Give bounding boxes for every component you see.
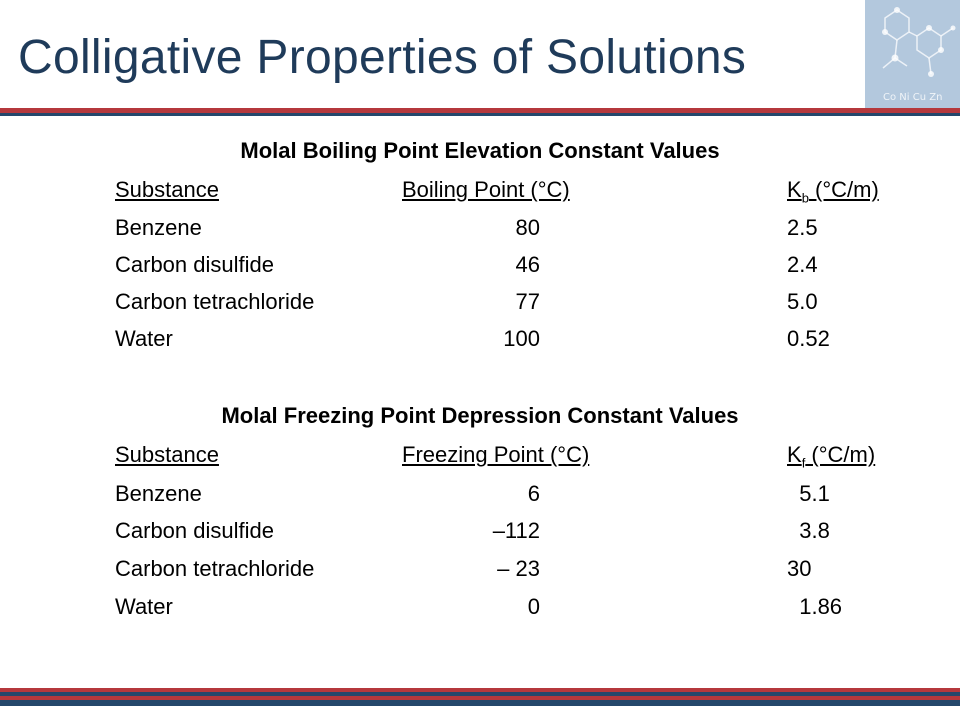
table-row — [0, 481, 960, 511]
kf-value: 3.8 — [787, 518, 830, 543]
slide-title: Colligative Properties of Solutions — [18, 31, 747, 84]
boiling-col-k: $K_b$ (°C/m) — [787, 177, 879, 206]
table-row — [0, 518, 960, 548]
table-row — [0, 594, 960, 624]
substance-name: Carbon disulfide — [115, 518, 274, 543]
table-row — [0, 252, 960, 282]
freezing-col-substance: Substance — [115, 442, 219, 467]
freezing-point-value: –112 — [492, 518, 540, 543]
table-row — [0, 556, 960, 586]
kf-value: 30 — [787, 556, 812, 581]
substance-name: Benzene — [115, 481, 202, 506]
substance-name: Benzene — [115, 215, 202, 240]
molecule-decoration — [865, 0, 960, 108]
freezing-point-value: 6 — [527, 481, 540, 506]
footer-stripe — [0, 700, 960, 706]
boiling-heading: Molal Boiling Point Elevation Constant Values — [240, 138, 720, 163]
table-row — [0, 289, 960, 319]
boiling-point-value: 77 — [515, 289, 540, 314]
substance-name: Water — [115, 594, 173, 619]
substance-name: Carbon disulfide — [115, 252, 274, 277]
freezing-point-value: 0 — [527, 594, 540, 619]
boiling-header-row — [0, 177, 960, 207]
substance-name: Carbon tetrachloride — [115, 289, 315, 314]
molecule-icon — [865, 0, 960, 108]
boiling-point-value: 80 — [515, 215, 540, 240]
freezing-header-row — [0, 442, 960, 472]
kf-value: 5.1 — [787, 481, 830, 506]
title-divider-blue — [0, 113, 960, 116]
kb-value: 0.52 — [787, 326, 830, 351]
boiling-col-point: Boiling Point (°C) — [402, 177, 570, 202]
substance-name: Carbon tetrachloride — [115, 556, 315, 581]
freezing-col-point: Freezing Point (°C) — [402, 442, 590, 467]
freezing-col-k: $K_f$ (°C/m) — [787, 442, 876, 471]
table-row — [0, 215, 960, 245]
freezing-point-value: – 23 — [497, 556, 540, 581]
boiling-point-value: 46 — [515, 252, 540, 277]
kb-value: 2.4 — [787, 252, 818, 277]
table-row — [0, 326, 960, 356]
kf-value: 1.86 — [787, 594, 843, 619]
substance-name: Water — [115, 326, 173, 351]
corner-text: Co Ni Cu Zn — [883, 92, 943, 103]
freezing-heading: Molal Freezing Point Depression Constant Values — [221, 403, 739, 428]
kb-value: 2.5 — [787, 215, 818, 240]
boiling-col-substance: Substance — [115, 177, 219, 202]
boiling-point-value: 100 — [503, 326, 540, 351]
kb-value: 5.0 — [787, 289, 818, 314]
